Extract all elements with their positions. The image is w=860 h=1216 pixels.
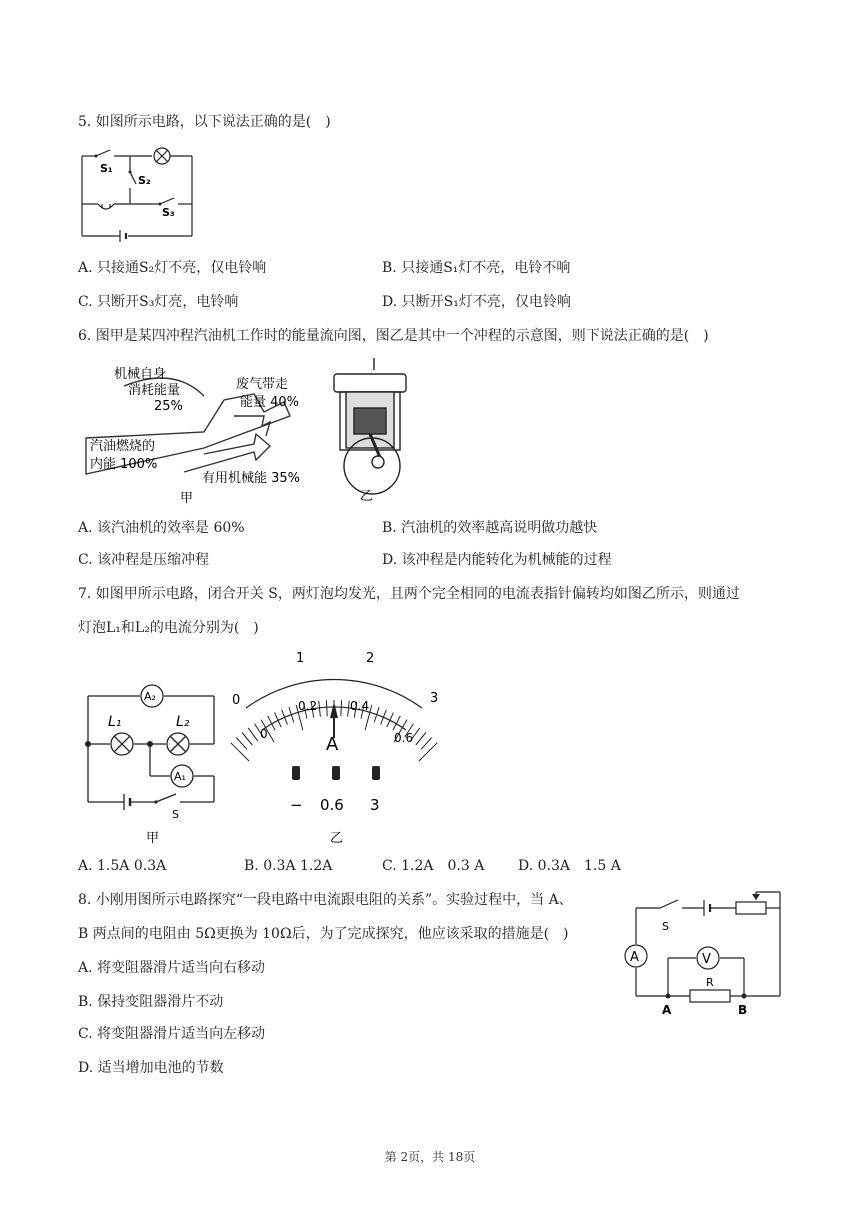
q8-circuit-figure	[620, 888, 786, 1018]
q7-l1-label: L₁	[108, 714, 122, 730]
q6-exhaust-text-1: 废气带走	[236, 377, 289, 392]
q6-option-a[interactable]: A. 该汽油机的效率是 60%	[78, 520, 245, 536]
q8-point-b-label: B	[738, 1003, 748, 1017]
q8-option-d[interactable]: D. 适当增加电池的节数	[78, 1060, 224, 1076]
q5-s3-label: S₃	[162, 206, 175, 219]
q8-point-a-label: A	[662, 1003, 672, 1017]
dial-bottom-0-4: 0.4	[350, 699, 370, 713]
q8-ammeter-label: A	[630, 950, 639, 965]
q5-option-a[interactable]: A. 只接通S₂灯不亮，仅电铃响	[78, 260, 267, 276]
q7-a1-label: A₁	[174, 770, 186, 783]
dial-tick	[242, 733, 252, 746]
q5-circuit-figure	[78, 144, 196, 244]
q7-option-a[interactable]: A. 1.5A 0.3A	[78, 858, 167, 874]
q7-s-label: S	[172, 808, 179, 821]
q8-option-c[interactable]: C. 将变阻器滑片适当向左移动	[78, 1026, 266, 1042]
dial-tick	[319, 701, 321, 717]
dial-tick	[416, 733, 426, 746]
q6-self-text-1: 机械自身	[114, 367, 167, 382]
q6-option-b[interactable]: B. 汽油机的效率越高说明做功越快	[382, 520, 598, 536]
dial-bottom-0: 0	[260, 727, 268, 741]
q6-option-d[interactable]: D. 该冲程是内能转化为机械能的过程	[382, 552, 612, 568]
dial-tick	[326, 700, 327, 716]
q7-a2-label: A₂	[144, 690, 156, 703]
q8-resistor-label: R	[706, 976, 714, 989]
dial-tick	[341, 700, 342, 716]
q7-jia-label: 甲	[146, 831, 160, 846]
dial-top-3: 3	[430, 691, 439, 706]
q8-option-b[interactable]: B. 保持变阻器滑片不动	[78, 994, 224, 1010]
q6-self-text-2: 消耗能量	[128, 383, 181, 398]
q6-jia-label: 甲	[180, 491, 194, 506]
q6-energy-flow-figure	[84, 356, 316, 506]
q6-option-c[interactable]: C. 该冲程是压缩冲程	[78, 552, 210, 568]
q6-yi-label: 乙	[360, 489, 374, 504]
terminal-0-6: 0.6	[320, 796, 344, 814]
q5-s1-label: S₁	[100, 162, 113, 175]
dial-tick	[419, 743, 437, 761]
q6-fuel-text-1: 汽油燃烧的	[90, 439, 156, 454]
q7-option-b[interactable]: B. 0.3A 1.2A	[244, 858, 333, 874]
q6-useful-text: 有用机械能 35%	[202, 471, 301, 486]
page-footer: 第 2页，共 18页	[384, 1150, 476, 1164]
dial-tick	[421, 738, 432, 750]
q7-ammeter-dial-figure	[226, 646, 446, 848]
q5-option-c[interactable]: C. 只断开S₃灯亮，电铃响	[78, 294, 239, 310]
dial-tick	[236, 738, 247, 750]
q5-option-d[interactable]: D. 只断开S₁灯不亮，仅电铃响	[382, 294, 571, 310]
q7-stem-line-2: 灯泡L₁和L₂的电流分别为( )	[78, 620, 259, 636]
q6-self-text-3: 25%	[154, 399, 183, 414]
q7-option-c[interactable]: C. 1.2A 0.3 A	[382, 858, 485, 874]
dial-bottom-0-6: 0.6	[394, 731, 414, 745]
q8-stem-line-2: B 两点间的电阻由 5Ω更换为 10Ω后，为了完成探究，他应该采取的措施是( )	[78, 926, 569, 942]
q8-option-a[interactable]: A. 将变阻器滑片适当向右移动	[78, 960, 266, 976]
q6-engine-stroke-figure	[326, 356, 418, 506]
q6-exhaust-text-2: 能量 40%	[240, 395, 300, 410]
dial-top-2: 2	[366, 651, 375, 666]
q5-s2-label: S₂	[138, 174, 151, 187]
q7-option-d[interactable]: D. 0.3A 1.5 A	[518, 858, 621, 874]
dial-bottom-0-2: 0.2	[298, 699, 318, 713]
q7-l2-label: L₂	[176, 714, 190, 730]
q5-option-b[interactable]: B. 只接通S₁灯不亮，电铃不响	[382, 260, 571, 276]
q7-yi-label: 乙	[330, 831, 344, 846]
dial-unit-label: A	[326, 734, 339, 755]
q6-fuel-text-2: 内能 100%	[90, 457, 158, 472]
q8-s-label: S	[662, 920, 669, 933]
q7-circuit-figure	[80, 672, 230, 848]
dial-top-1: 1	[296, 651, 305, 666]
q6-stem: 6. 图甲是某四冲程汽油机工作时的能量流向图，图乙是其中一个冲程的示意图，则下说法正确的是( )	[78, 328, 709, 344]
terminal-minus: −	[290, 796, 303, 814]
dial-tick	[248, 728, 257, 741]
terminal-3: 3	[370, 796, 380, 814]
q5-stem: 5. 如图所示电路，以下说法正确的是( )	[78, 114, 331, 130]
q8-stem-line-1: 8. 小刚用图所示电路探究“一段电路中电流跟电阻的关系”。实验过程中，当 A、	[78, 892, 573, 908]
q7-stem-line-1: 7. 如图甲所示电路，闭合开关 S，两灯泡均发光，且两个完全相同的电流表指针偏转均如图乙所示，则通过	[78, 586, 740, 602]
dial-tick	[231, 743, 249, 761]
q8-voltmeter-label: V	[702, 952, 711, 967]
dial-top-0: 0	[232, 693, 241, 708]
